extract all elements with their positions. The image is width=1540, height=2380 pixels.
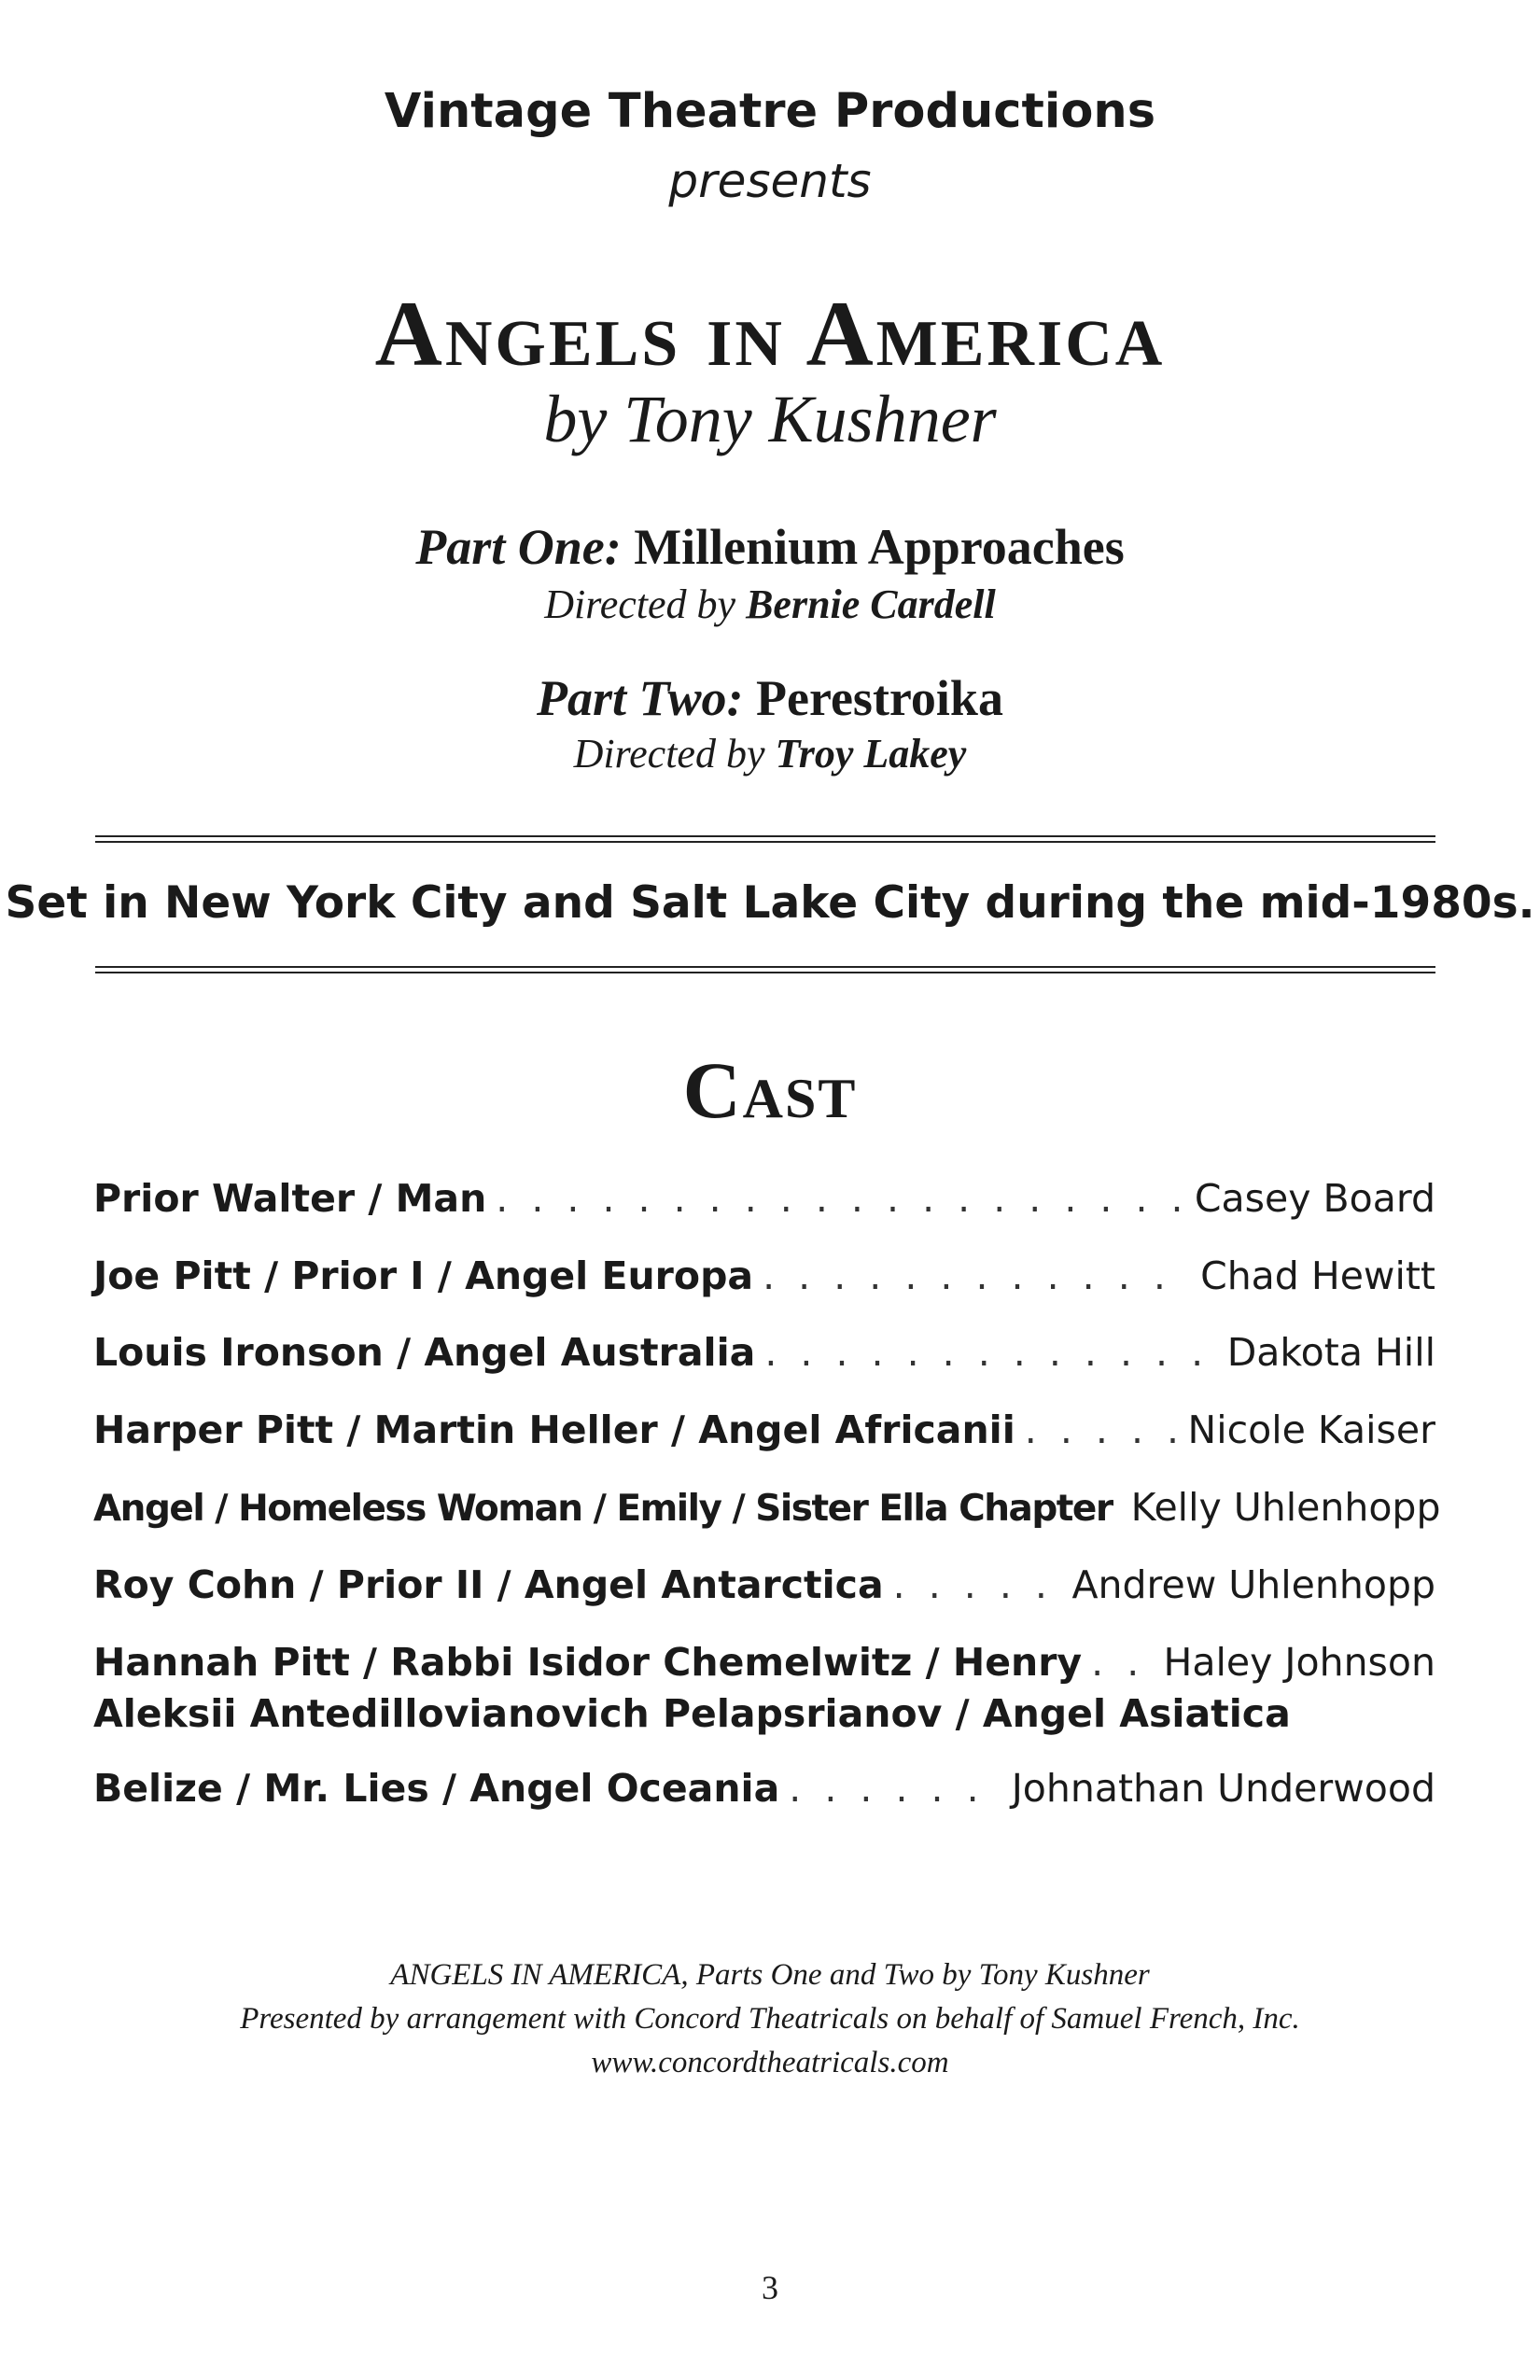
leader-dots xyxy=(496,1176,1185,1221)
leader-dots xyxy=(764,1330,1217,1375)
divider-top xyxy=(95,835,1435,843)
cast-role: Angel / Homeless Woman / Emily / Sister Ella Chapter xyxy=(93,1488,1113,1530)
part-two-director xyxy=(0,730,1540,777)
rights-credit-arrangement: Presented by arrangement with Concord Theatricals on behalf of Samuel French, Inc. xyxy=(240,2002,1300,2036)
cast-role: Joe Pitt / Prior I / Angel Europa xyxy=(93,1253,754,1298)
part-one-name: Millenium Approaches xyxy=(634,519,1125,575)
cast-actor: Kelly Uhlenhopp xyxy=(1130,1485,1441,1530)
cast-row xyxy=(93,1330,1435,1375)
cast-role-continued: Aleksii Antedillovianovich Pelapsrianov / Angel Asiatica xyxy=(93,1691,1291,1736)
rights-credit-title: ANGELS IN AMERICA, Parts One and Two by Tony Kushner xyxy=(390,1958,1150,1992)
setting-text: Set in New York City and Salt Lake City during the mid-1980s. xyxy=(5,877,1535,929)
cast-heading: Cast xyxy=(682,1045,858,1135)
presents-text: presents xyxy=(668,154,872,208)
cast-actor: Johnathan Underwood xyxy=(1011,1766,1435,1811)
cast-row xyxy=(93,1766,1435,1811)
play-author: by Tony Kushner xyxy=(543,382,997,456)
cast-role: Hannah Pitt / Rabbi Isidor Chemelwitz / Henry xyxy=(93,1640,1083,1685)
part-one-label: Part One: xyxy=(415,519,622,575)
cast-row xyxy=(93,1407,1435,1452)
directed-by-label: Directed by xyxy=(544,581,736,627)
presenter-name: Vintage Theatre Productions xyxy=(384,84,1156,139)
cast-actor: Andrew Uhlenhopp xyxy=(1071,1562,1435,1607)
part-two-title xyxy=(0,669,1540,727)
cast-actor: Casey Board xyxy=(1194,1176,1435,1221)
play-title: Angels in America xyxy=(374,282,1166,385)
divider-bottom xyxy=(95,966,1435,973)
cast-actor: Haley Johnson xyxy=(1163,1640,1435,1685)
leader-dots xyxy=(1025,1407,1179,1452)
cast-row xyxy=(93,1485,1441,1530)
cast-role: Prior Walter / Man xyxy=(93,1176,487,1221)
part-one-director xyxy=(0,581,1540,628)
cast-row xyxy=(93,1562,1435,1607)
leader-dots xyxy=(789,1766,1001,1811)
leader-dots xyxy=(1091,1640,1154,1685)
leader-dots xyxy=(763,1253,1191,1298)
cast-row xyxy=(93,1640,1435,1685)
part-two-label: Part Two: xyxy=(537,670,744,726)
page-number: 3 xyxy=(762,2269,778,2306)
cast-role: Harper Pitt / Martin Heller / Angel Africanii xyxy=(93,1407,1015,1452)
cast-role: Louis Ironson / Angel Australia xyxy=(93,1330,756,1375)
director-name: Bernie Cardell xyxy=(746,581,996,627)
cast-row xyxy=(93,1176,1435,1221)
director-name: Troy Lakey xyxy=(775,731,967,777)
part-one-title xyxy=(0,518,1540,576)
directed-by-label: Directed by xyxy=(573,731,765,777)
cast-actor: Chad Hewitt xyxy=(1200,1253,1435,1298)
cast-actor: Dakota Hill xyxy=(1226,1330,1435,1375)
part-two-name: Perestroika xyxy=(756,670,1003,726)
rights-credit-website: www.concordtheatricals.com xyxy=(591,2046,949,2079)
cast-row xyxy=(93,1253,1435,1298)
leader-dots xyxy=(893,1562,1063,1607)
cast-actor: Nicole Kaiser xyxy=(1187,1407,1435,1452)
cast-role: Roy Cohn / Prior II / Angel Antarctica xyxy=(93,1562,884,1607)
cast-role: Belize / Mr. Lies / Angel Oceania xyxy=(93,1766,780,1811)
